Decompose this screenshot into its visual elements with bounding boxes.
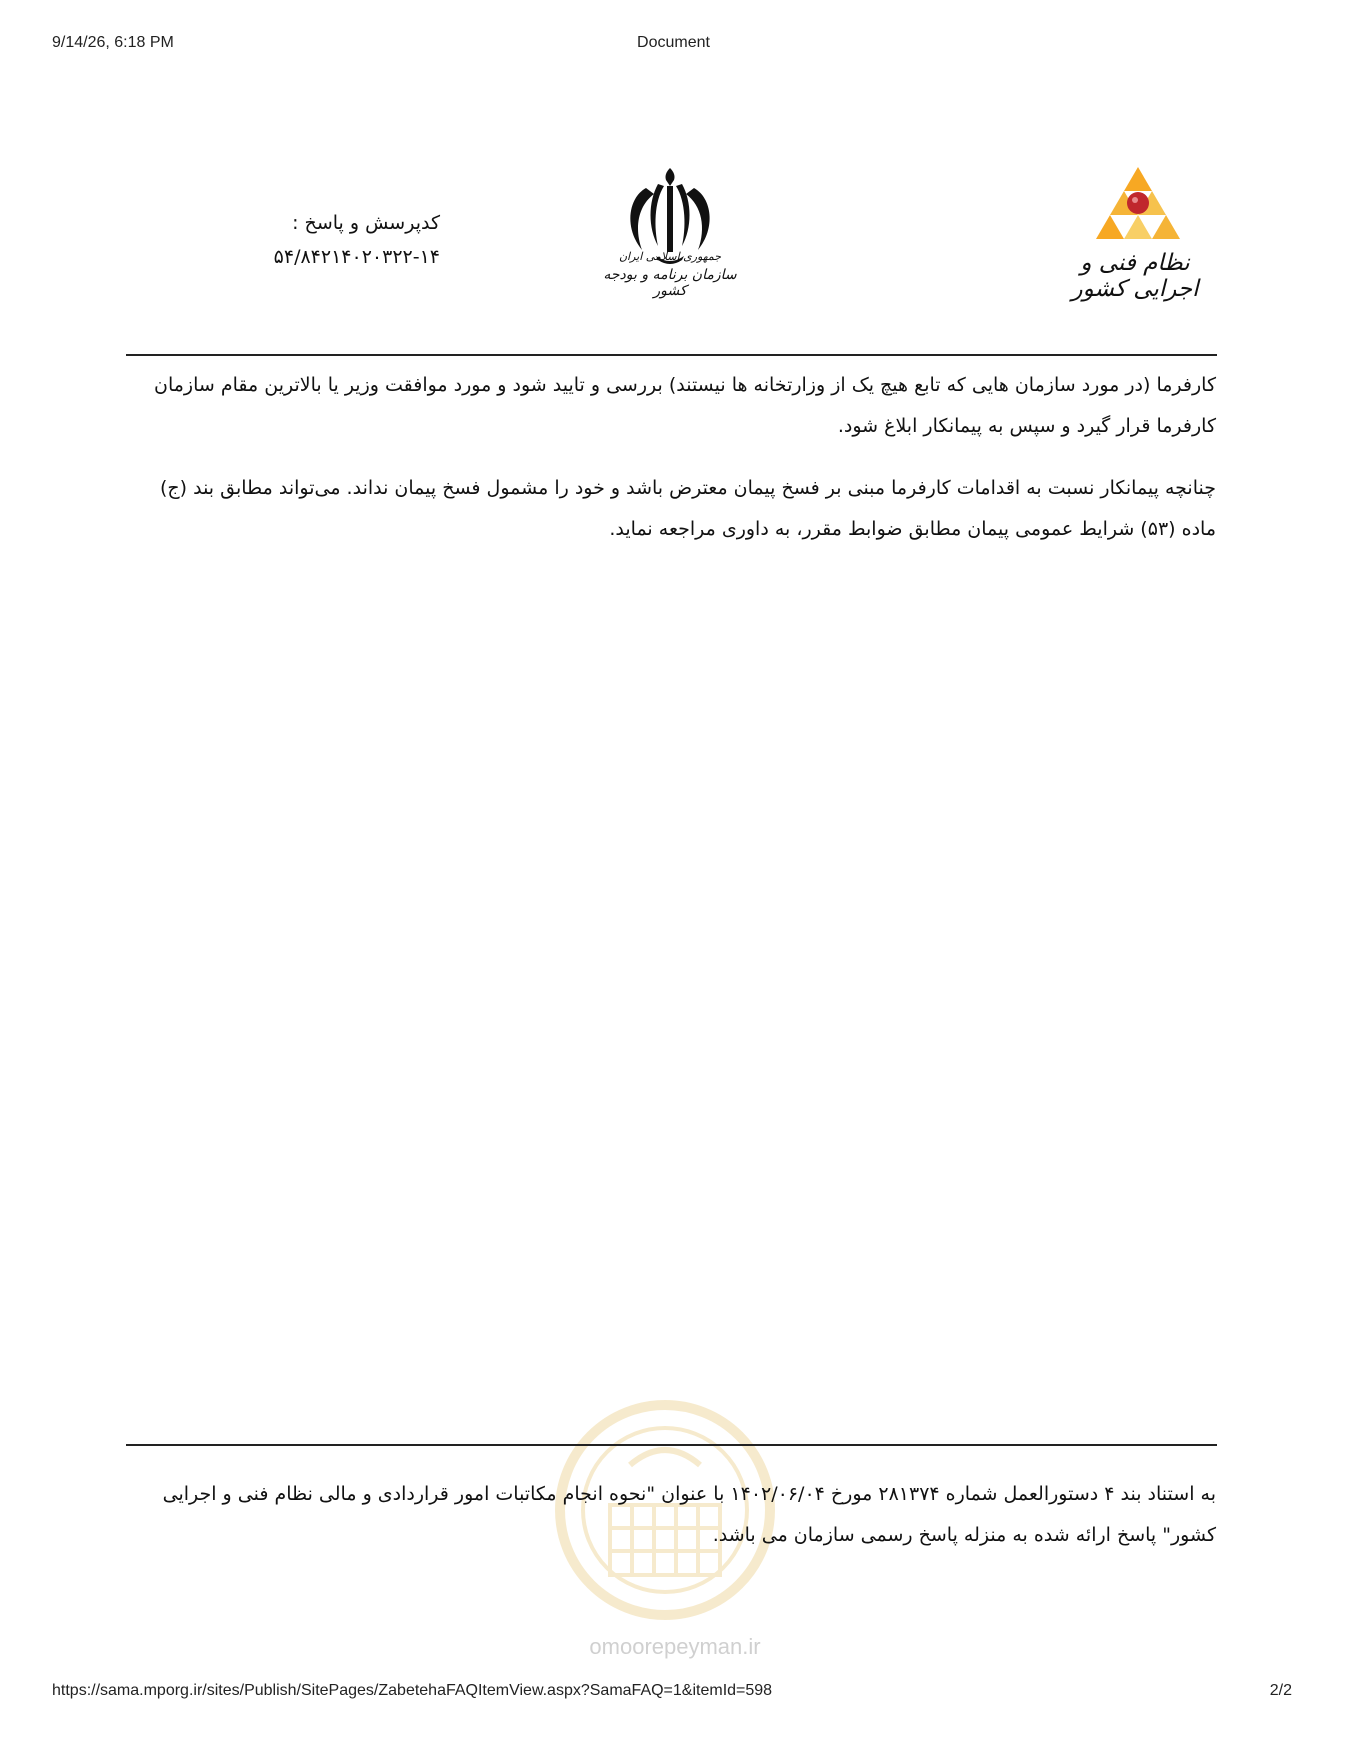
emblem-caption: [595, 250, 745, 299]
question-code-value: ۵۴/۸۴۲۱۴۰۲۰۳۲۲-۱۴: [273, 246, 440, 268]
print-title: Document: [637, 34, 710, 51]
logo-caption: نظام فنی و اجرایی کشور: [1071, 250, 1199, 302]
footer-divider: [126, 1444, 1217, 1446]
pyramid-logo-icon: [1090, 165, 1186, 245]
question-code-block: [200, 206, 440, 274]
question-code-label: کدپرسش و پاسخ :: [292, 212, 440, 234]
print-url[interactable]: https://sama.mporg.ir/sites/Publish/SitePages/ZabetehaFAQItemView.aspx?SamaFAQ=1&itemId=598: [52, 1682, 773, 1699]
emblem-line2: سازمان برنامه و بودجه کشور: [603, 267, 737, 299]
print-date: 9/14/26, 6:18 PM: [52, 34, 174, 51]
header-divider: [126, 354, 1217, 356]
body-paragraph-1: کارفرما (در مورد سازمان هایی که تابع هیچ یک از وزارتخانه ها نیستند) بررسی و تایید شود و مورد موافقت وزیر یا بالاترین مقام سازمان کارفرما قرار گیرد و سپس به پیمانکار ابلاغ شود.: [154, 374, 1216, 437]
footer-note: به استناد بند ۴ دستورالعمل شماره ۲۸۱۳۷۴ مورخ ۱۴۰۲/۰۶/۰۴ با عنوان "نحوه انجام مکاتبات امور قراردادی و مالی نظام فنی و اجرایی کشور" پاسخ ارائه شده به منزله پاسخ رسمی سازمان می باشد.: [162, 1483, 1216, 1546]
watermark-site: omoorepeyman.ir: [589, 1634, 761, 1659]
body-paragraph-2: چنانچه پیمانکار نسبت به اقدامات کارفرما مبنی بر فسخ پیمان معترض باشد و خود را مشمول فسخ پیمان نداند. می‌تواند مطابق بند (ج) ماده (۵۳) شرایط عمومی پیمان مطابق ضوابط مقرر، به داوری مراجعه نماید.: [159, 477, 1216, 540]
emblem-line1: جمهوری اسلامی ایران: [618, 250, 722, 263]
print-page-number: 2/2: [1269, 1682, 1292, 1699]
